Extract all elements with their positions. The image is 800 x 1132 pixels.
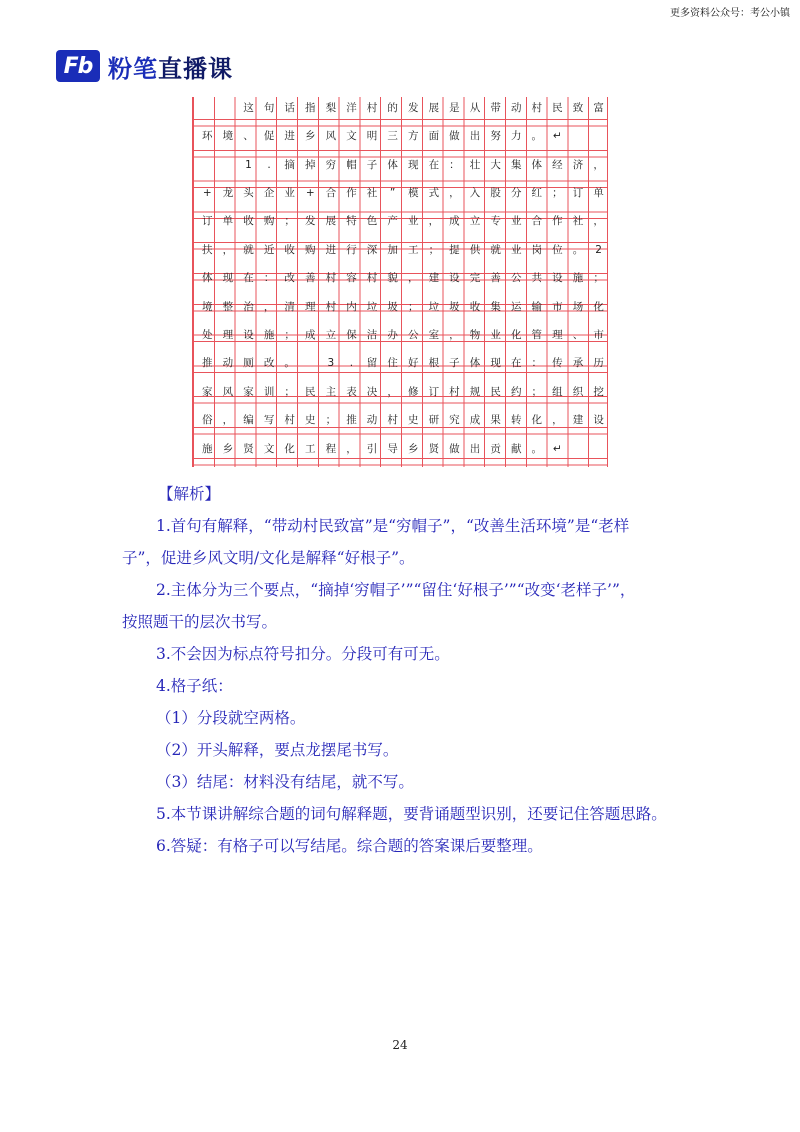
grid-cell: 乡 <box>305 130 316 143</box>
grid-cell: 动 <box>222 357 234 370</box>
grid-cell: 、 <box>572 328 584 341</box>
grid-cell: 村 <box>449 385 460 398</box>
grid-cell: ， <box>593 215 604 228</box>
grid-cell: 风 <box>222 385 234 398</box>
grid-cell: 设 <box>243 328 254 341</box>
grid-cell: 壮 <box>469 158 481 171</box>
grid-line <box>197 381 609 403</box>
grid-cell: 设 <box>593 414 604 427</box>
grid-cell: ； <box>407 300 419 313</box>
analysis-heading: 【解析】 <box>158 485 221 503</box>
grid-line <box>197 438 609 460</box>
grid-cell: 处 <box>202 328 213 341</box>
grid-cell: 单 <box>222 215 234 228</box>
grid-cell: 作 <box>346 186 357 199</box>
grid-cell: ： <box>263 272 275 285</box>
grid-cell: 设 <box>449 272 460 285</box>
grid-cell: 3 <box>327 357 335 370</box>
analysis-line: （3）结尾：材料没有结尾，就不写。 <box>156 773 414 791</box>
grid-cell: 室 <box>428 328 440 341</box>
grid-cell: 整 <box>222 300 234 313</box>
grid-cell: 垃 <box>366 300 378 313</box>
grid-cell: 发 <box>407 101 419 114</box>
grid-cell: 改 <box>284 272 295 285</box>
analysis-line: 4.格子纸： <box>156 677 233 695</box>
grid-line <box>197 353 609 375</box>
grid-cell: 入 <box>469 186 481 199</box>
grid-cell: ， <box>449 328 460 341</box>
grid-cell: 治 <box>243 300 254 313</box>
grid-cell: 住 <box>387 357 398 370</box>
grid-cell: 产 <box>387 215 398 228</box>
grid-cell: 掉 <box>305 158 316 171</box>
grid-cell: 理 <box>305 300 316 313</box>
grid-cell: 根 <box>428 357 440 370</box>
grid-cell: 立 <box>469 215 481 228</box>
grid-cell: + <box>305 186 315 199</box>
grid-cell: 集 <box>510 158 522 171</box>
grid-cell: 带 <box>490 101 501 114</box>
grid-cell: 三 <box>387 130 398 143</box>
grid-cell: 建 <box>428 272 440 285</box>
grid-cell: 成 <box>449 215 460 228</box>
grid-cell: 引 <box>366 442 378 455</box>
grid-cell: ， <box>263 300 275 313</box>
grid-cell: 留 <box>366 357 378 370</box>
grid-cell: 推 <box>202 357 213 370</box>
grid-cell: 展 <box>325 215 337 228</box>
grid-cell: 训 <box>263 385 275 398</box>
analysis-line: 按照题干的层次书写。 <box>122 613 278 631</box>
analysis-line: 2.主体分为三个要点，“摘掉‘穷帽子’”“留住‘好根子’”“改变‘老样子’”， <box>156 581 636 599</box>
grid-cell: 境 <box>222 130 234 143</box>
grid-cell: 明 <box>366 130 378 143</box>
grid-cell: 济 <box>572 158 584 171</box>
grid-cell: 梨 <box>325 101 337 114</box>
grid-cell: 购 <box>263 215 275 228</box>
grid-cell: 贤 <box>243 442 254 455</box>
grid-cell: 力 <box>510 130 522 143</box>
grid-cell: 内 <box>346 300 357 313</box>
grid-cell: + <box>202 186 212 199</box>
grid-cell: 。 <box>572 243 584 256</box>
grid-cell: 色 <box>366 215 378 228</box>
grid-cell: 史 <box>305 414 316 427</box>
grid-cell <box>197 97 218 119</box>
grid-line <box>197 97 609 119</box>
grid-cell: 社 <box>366 186 378 199</box>
grid-cell: 村 <box>387 414 398 427</box>
analysis-line: 5.本节课讲解综合题的词句解释题，要背诵题型识别，还要记住答题思路。 <box>156 805 667 823</box>
grid-cell: 传 <box>552 357 563 370</box>
grid-cell: 乡 <box>222 442 234 455</box>
grid-cell: 做 <box>449 130 460 143</box>
grid-cell: ， <box>593 158 604 171</box>
grid-cell: 民 <box>305 385 316 398</box>
grid-cell: 公 <box>510 272 522 285</box>
grid-cell: 专 <box>490 215 501 228</box>
grid-cell: 文 <box>346 130 357 143</box>
grid-cell: 式 <box>428 186 440 199</box>
grid-cell: 头 <box>243 186 254 199</box>
grid-cell: 致 <box>572 101 584 114</box>
grid-cell: 化 <box>510 328 522 341</box>
grid-cell: 特 <box>346 215 357 228</box>
grid-cell: 环 <box>202 130 213 143</box>
grid-cell: . <box>267 158 271 171</box>
grid-cell: 动 <box>510 101 522 114</box>
grid-cell: 、 <box>243 130 254 143</box>
grid-cell: 貌 <box>387 272 398 285</box>
grid-cell: 民 <box>490 385 501 398</box>
grid-cell: 订 <box>202 215 213 228</box>
grid-cell: 洋 <box>346 101 357 114</box>
grid-cell: 现 <box>222 272 234 285</box>
logo-sub: 直播课 <box>158 54 233 83</box>
analysis-line: 6.答疑：有格子可以写结尾。综合题的答案课后要整理。 <box>156 837 543 855</box>
grid-cell: 努 <box>490 130 501 143</box>
grid-cell: 成 <box>305 328 316 341</box>
grid-cell: 体 <box>531 158 543 171</box>
grid-cell: 完 <box>469 272 481 285</box>
grid-cell: 指 <box>305 101 316 114</box>
grid-cell: 圾 <box>387 300 398 313</box>
grid-cell: 村 <box>366 101 378 114</box>
grid-cell: 分 <box>510 186 522 199</box>
grid-cell: 化 <box>531 414 543 427</box>
grid-cell: 在 <box>510 357 522 370</box>
grid-cell: 风 <box>325 130 337 143</box>
grid-cell: 运 <box>510 300 522 313</box>
grid-cell: 理 <box>222 328 234 341</box>
grid-cell: ： <box>449 158 460 171</box>
grid-cell: ， <box>449 186 460 199</box>
grid-cell: 面 <box>428 130 440 143</box>
grid-cell: 供 <box>469 243 481 256</box>
grid-cell <box>218 97 239 119</box>
grid-cell: 管 <box>531 328 543 341</box>
grid-cell: 究 <box>449 414 460 427</box>
grid-cell: 厕 <box>243 357 254 370</box>
grid-cell: 保 <box>346 328 357 341</box>
grid-cell: 好 <box>407 357 419 370</box>
grid-cell: ； <box>593 272 604 285</box>
grid-cell: 加 <box>387 243 398 256</box>
grid-cell: 购 <box>305 243 316 256</box>
grid-cell: 动 <box>366 414 378 427</box>
grid-cell: 2 <box>595 243 602 256</box>
grid-cell: 集 <box>490 300 501 313</box>
analysis-line: 1.首句有解释，“带动村民致富”是“穷帽子”，“改善生活环境”是“老样 <box>156 517 630 535</box>
grid-cell: 成 <box>469 414 481 427</box>
grid-cell: 清 <box>284 300 295 313</box>
grid-cell: 村 <box>531 101 543 114</box>
grid-cell: 模 <box>407 186 419 199</box>
grid-cell: 收 <box>469 300 481 313</box>
grid-cell: ； <box>284 215 295 228</box>
grid-cell: 果 <box>490 414 501 427</box>
grid-cell: 洁 <box>366 328 378 341</box>
grid-cell: 在 <box>243 272 254 285</box>
grid-cell: 善 <box>305 272 316 285</box>
header-note: 更多资料公众号：考公小镇 <box>670 8 790 19</box>
grid-cell: 是 <box>449 101 460 114</box>
logo-text <box>108 49 233 84</box>
grid-cell: ； <box>552 186 563 199</box>
grid-cell: 村 <box>325 272 337 285</box>
grid-cell: 修 <box>407 385 419 398</box>
grid-cell: 体 <box>469 357 481 370</box>
grid-cell: ， <box>552 414 563 427</box>
grid-cell: 近 <box>263 243 275 256</box>
grid-cell: 挖 <box>593 385 604 398</box>
grid-cell: 组 <box>552 385 563 398</box>
page-number: 24 <box>392 1038 408 1052</box>
grid-cell: 施 <box>263 328 275 341</box>
analysis-line: （2）开头解释，要点龙摆尾书写。 <box>156 741 399 759</box>
grid-cell: 承 <box>572 357 584 370</box>
grid-cell: 现 <box>490 357 501 370</box>
grid-cell: ； <box>531 385 543 398</box>
grid-cell: 经 <box>552 158 563 171</box>
analysis-section <box>122 478 702 862</box>
grid-cell: 在 <box>428 158 440 171</box>
analysis-line: 子”，促进乡风文明/文化是解释“好根子”。 <box>122 549 415 567</box>
grid-cell: 从 <box>469 101 481 114</box>
grid-cell: 股 <box>490 186 501 199</box>
grid-cell: 合 <box>531 215 543 228</box>
grid-cell: 体 <box>387 158 398 171</box>
analysis-line: （1）分段就空两格。 <box>156 709 306 727</box>
grid-cell: 业 <box>510 215 522 228</box>
grid-cell: 输 <box>531 300 543 313</box>
grid-cell: 工 <box>305 442 316 455</box>
grid-cell: 理 <box>552 328 563 341</box>
grid-cell: ； <box>284 328 295 341</box>
grid-cell: 贤 <box>428 442 440 455</box>
grid-cell: 改 <box>263 357 275 370</box>
grid-cell: 富 <box>593 101 604 114</box>
grid-cell: 施 <box>572 272 584 285</box>
grid-cell: 村 <box>325 300 337 313</box>
grid-cell: 龙 <box>222 186 234 199</box>
grid-cell: 设 <box>552 272 563 285</box>
grid-line <box>197 409 609 431</box>
grid-cell: 家 <box>202 385 213 398</box>
grid-cell: ， <box>387 385 398 398</box>
grid-cell: 建 <box>572 414 584 427</box>
grid-line <box>197 154 609 176</box>
grid-cell: 。 <box>531 442 543 455</box>
grid-cell: 办 <box>387 328 398 341</box>
grid-cell: 业 <box>407 215 419 228</box>
grid-line <box>197 182 609 204</box>
grid-cell: 市 <box>593 328 604 341</box>
grid-cell: 研 <box>428 414 440 427</box>
grid-cell: 收 <box>243 215 254 228</box>
grid-cell: 话 <box>284 101 295 114</box>
grid-cell: 公 <box>407 328 419 341</box>
grid-cell: 编 <box>243 414 254 427</box>
grid-cell: 乡 <box>407 442 419 455</box>
grid-cell: 场 <box>572 300 584 313</box>
grid-cell: 规 <box>469 385 481 398</box>
grid-cell: 施 <box>202 442 213 455</box>
grid-cell: 业 <box>490 328 501 341</box>
grid-cell: 行 <box>346 243 357 256</box>
grid-cell: ↵ <box>552 442 562 455</box>
grid-cell: 深 <box>366 243 378 256</box>
grid-cell: 历 <box>593 357 604 370</box>
grid-cell: ， <box>222 243 234 256</box>
grid-cell: 进 <box>284 130 295 143</box>
grid-cell: 村 <box>366 272 378 285</box>
grid-cell: 立 <box>325 328 337 341</box>
grid-cell: 就 <box>243 243 254 256</box>
grid-cell: ； <box>325 414 337 427</box>
grid-cell: 主 <box>325 385 337 398</box>
grid-cell: 大 <box>490 158 501 171</box>
grid-cell: 子 <box>366 158 378 171</box>
grid-cell: ； <box>428 243 440 256</box>
grid-cell <box>300 353 321 375</box>
grid-cell: 史 <box>407 414 419 427</box>
grid-cell: 约 <box>510 385 522 398</box>
grid-cell: 帽 <box>346 158 357 171</box>
analysis-line: 3.不会因为标点符号扣分。分段可有可无。 <box>156 645 450 663</box>
grid-cell: ” <box>389 186 396 199</box>
grid-cell: 化 <box>284 442 295 455</box>
grid-cell: 化 <box>593 300 604 313</box>
grid-cell: 的 <box>387 101 398 114</box>
grid-cell: 决 <box>366 385 378 398</box>
grid-cell: ， <box>407 272 419 285</box>
grid-cell: 发 <box>305 215 316 228</box>
grid-line <box>197 211 609 233</box>
grid-cell: 程 <box>325 442 337 455</box>
grid-cell: 子 <box>449 357 460 370</box>
grid-cell: 摘 <box>284 158 295 171</box>
grid-cell: 容 <box>346 272 357 285</box>
grid-cell: 作 <box>552 215 563 228</box>
grid-cell: ： <box>531 357 543 370</box>
grid-cell: 出 <box>469 130 481 143</box>
grid-line <box>197 125 609 147</box>
grid-cell: 扶 <box>202 243 213 256</box>
grid-cell: 红 <box>531 186 543 199</box>
logo-brand: 粉笔 <box>108 54 158 83</box>
grid-cell: 工 <box>407 243 419 256</box>
grid-cell <box>197 154 218 176</box>
grid-line <box>197 296 609 318</box>
grid-cell: 垃 <box>428 300 440 313</box>
grid-cell: 出 <box>469 442 481 455</box>
grid-cell: 订 <box>572 186 584 199</box>
grid-cell: 句 <box>263 101 275 114</box>
grid-cell: 展 <box>428 101 440 114</box>
grid-cell: 穷 <box>325 158 337 171</box>
grid-cell: 方 <box>407 130 419 143</box>
grid-cell: 社 <box>572 215 584 228</box>
grid-cell: 就 <box>490 243 501 256</box>
grid-cell: ； <box>284 385 295 398</box>
grid-cell: ↵ <box>552 130 562 143</box>
grid-cell: . <box>349 357 354 370</box>
grid-cell: 表 <box>346 385 357 398</box>
grid-cell: 善 <box>490 272 501 285</box>
grid-cell: 圾 <box>449 300 460 313</box>
grid-cell: 贡 <box>490 442 501 455</box>
grid-cell: 业 <box>284 186 295 199</box>
grid-cell: ， <box>428 215 440 228</box>
grid-line <box>197 267 609 289</box>
grid-cell: 俗 <box>202 414 213 427</box>
answer-grid-paper <box>192 97 608 467</box>
grid-cell: 岗 <box>531 243 543 256</box>
grid-cell: 写 <box>263 414 275 427</box>
grid-cell: 单 <box>593 186 604 199</box>
grid-cell: 现 <box>407 158 419 171</box>
grid-cell: 。 <box>531 130 543 143</box>
grid-cell: 转 <box>510 414 522 427</box>
grid-cell: 家 <box>243 385 254 398</box>
grid-cell: 1 <box>245 158 252 171</box>
grid-cell: ， <box>346 442 357 455</box>
grid-cell: 这 <box>243 101 254 114</box>
grid-cell: 村 <box>284 414 295 427</box>
grid-cell: 文 <box>263 442 275 455</box>
grid-cell: 提 <box>449 243 460 256</box>
grid-line <box>197 324 609 346</box>
logo-mark: Fb <box>56 50 100 82</box>
grid-cell: 献 <box>510 442 522 455</box>
grid-cell: 订 <box>428 385 440 398</box>
grid-cell: 做 <box>449 442 460 455</box>
grid-cell: 体 <box>202 272 213 285</box>
grid-line <box>197 239 609 261</box>
brand-logo <box>56 50 233 82</box>
grid-cell: 业 <box>510 243 522 256</box>
grid-cell: ， <box>222 414 234 427</box>
grid-cell: 导 <box>387 442 398 455</box>
grid-cell: 合 <box>325 186 337 199</box>
grid-cell: 市 <box>552 300 563 313</box>
grid-cell: 。 <box>284 357 295 370</box>
grid-cell <box>218 154 239 176</box>
grid-cell: 企 <box>263 186 275 199</box>
grid-cell: 促 <box>263 130 275 143</box>
grid-cell: 民 <box>552 101 563 114</box>
grid-cell: 共 <box>531 272 543 285</box>
grid-cell: 进 <box>325 243 337 256</box>
grid-cell: 推 <box>346 414 357 427</box>
grid-cell: 物 <box>469 328 481 341</box>
grid-cell: 位 <box>552 243 563 256</box>
grid-cell: 收 <box>284 243 295 256</box>
grid-cell: 境 <box>202 300 213 313</box>
grid-cell: 织 <box>572 385 584 398</box>
